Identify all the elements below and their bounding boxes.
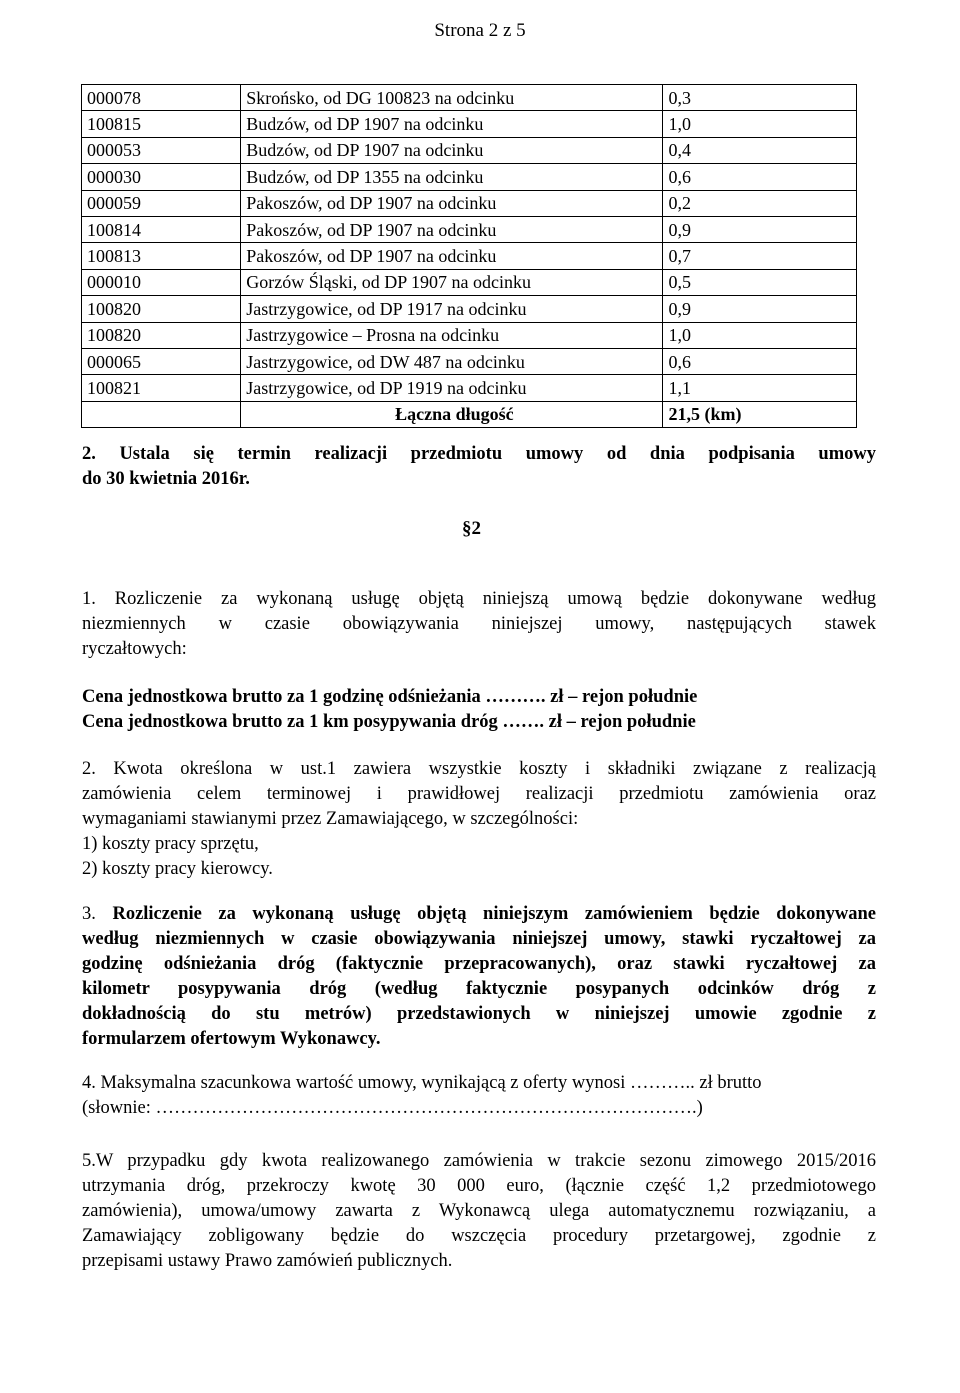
paragraph-line: 1. Rozliczenie za wykonaną usługę objętą niniejszą umową będzie dokonywane według (82, 589, 876, 609)
road-description-cell: Jastrzygowice, od DP 1919 na odcinku (241, 375, 663, 401)
road-length-cell: 0,2 (663, 190, 857, 216)
road-description-cell: Jastrzygowice – Prosna na odcinku (241, 322, 663, 348)
section-title: §2 (462, 518, 481, 539)
paragraph-line: dokładnością do stu metrów) przedstawionych w niniejszej umowie zgodnie z (82, 1004, 876, 1024)
paragraph-line: (słownie: …………………………………………………………………………….) (82, 1098, 703, 1118)
road-length-cell: 0,5 (663, 269, 857, 295)
paragraph-line: 5.W przypadku gdy kwota realizowanego zamówienia w trakcie sezonu zimowego 2015/2016 (82, 1151, 876, 1171)
rate-line: Cena jednostkowa brutto za 1 km posypywania dróg ……. zł – rejon południe (82, 712, 696, 732)
paragraph-line: kilometr posypywania dróg (według faktycznie posypanych odcinków dróg z (82, 979, 876, 999)
table-row (82, 348, 857, 374)
road-length-cell: 0,9 (663, 216, 857, 242)
paragraph-1 (82, 587, 876, 662)
road-description-cell: Pakoszów, od DP 1907 na odcinku (241, 243, 663, 269)
road-description-cell: Budzów, od DP 1355 na odcinku (241, 164, 663, 190)
term-paragraph (82, 442, 876, 492)
total-length-value: 21,5 (km) (663, 401, 857, 427)
paragraph-line: formularzem ofertowym Wykonawcy. (82, 1029, 381, 1049)
road-id-cell: 100820 (82, 296, 241, 322)
paragraph-line: 2) koszty pracy kierowcy. (82, 859, 273, 879)
road-description-cell: Gorzów Śląski, od DP 1907 na odcinku (241, 269, 663, 295)
paragraph-line: przepisami ustawy Prawo zamówień publicznych. (82, 1251, 453, 1271)
road-description-cell: Budzów, od DP 1907 na odcinku (241, 137, 663, 163)
road-length-cell: 0,4 (663, 137, 857, 163)
paragraph-line (82, 902, 876, 927)
table-row (82, 322, 857, 348)
paragraph-text: Rozliczenie za wykonaną usługę objętą niniejszym zamówieniem będzie dokonywane (112, 904, 877, 924)
road-id-cell: 100821 (82, 375, 241, 401)
road-id-cell: 000065 (82, 348, 241, 374)
road-length-cell: 0,6 (663, 164, 857, 190)
road-id-cell: 100814 (82, 216, 241, 242)
road-id-cell: 100815 (82, 111, 241, 137)
table-row (82, 85, 857, 111)
road-id-cell: 000053 (82, 137, 241, 163)
road-description-cell: Pakoszów, od DP 1907 na odcinku (241, 190, 663, 216)
paragraph-5 (82, 1149, 876, 1274)
rates-block (82, 685, 876, 735)
road-description-cell: Jastrzygowice, od DP 1917 na odcinku (241, 296, 663, 322)
table-row (82, 137, 857, 163)
rate-line: Cena jednostkowa brutto za 1 godzinę odśnieżania ………. zł – rejon południe (82, 687, 698, 707)
paragraph-line: według niezmiennych w czasie obowiązywania niniejszej umowy, stawki ryczałtowej za (82, 929, 876, 949)
total-length-label: Łączna długość (241, 401, 663, 427)
paragraph-line: utrzymania dróg, przekroczy kwotę 30 000 euro, (łącznie część 1,2 przedmiotowego (82, 1176, 876, 1196)
term-line: do 30 kwietnia 2016r. (82, 469, 250, 489)
table-total-row (82, 401, 857, 427)
road-description-cell: Skrońsko, od DG 100823 na odcinku (241, 85, 663, 111)
paragraph-line: wymaganiami stawianymi przez Zamawiającego, w szczególności: (82, 809, 579, 829)
road-length-cell: 1,0 (663, 322, 857, 348)
term-line: 2. Ustala się termin realizacji przedmiotu umowy od dnia podpisania umowy (82, 444, 876, 464)
table-row (82, 164, 857, 190)
road-description-cell: Budzów, od DP 1907 na odcinku (241, 111, 663, 137)
paragraph-line: niezmiennych w czasie obowiązywania niniejszej umowy, następujących stawek (82, 614, 876, 634)
table-cell-empty (82, 401, 241, 427)
page-number-header: Strona 2 z 5 (434, 20, 526, 41)
road-id-cell: 100813 (82, 243, 241, 269)
paragraph-line: Zamawiający zobligowany będzie do wszczęcia procedury przetargowej, zgodnie z (82, 1226, 876, 1246)
table-row (82, 269, 857, 295)
road-description-cell: Jastrzygowice, od DW 487 na odcinku (241, 348, 663, 374)
table-row (82, 111, 857, 137)
road-description-cell: Pakoszów, od DP 1907 na odcinku (241, 216, 663, 242)
road-id-cell: 000010 (82, 269, 241, 295)
table-row (82, 243, 857, 269)
paragraph-2 (82, 757, 876, 882)
road-id-cell: 100820 (82, 322, 241, 348)
table-row (82, 296, 857, 322)
paragraph-3 (82, 902, 876, 1052)
road-length-cell: 1,0 (663, 111, 857, 137)
road-length-cell: 0,7 (663, 243, 857, 269)
paragraph-line: zamówienia celem terminowej i prawidłowej realizacji przedmiotu zamówienia oraz (82, 784, 876, 804)
road-length-cell: 0,6 (663, 348, 857, 374)
paragraph-number: 3. (82, 904, 113, 924)
road-id-cell: 000078 (82, 85, 241, 111)
table-row (82, 216, 857, 242)
paragraph-line: godzinę odśnieżania dróg (faktycznie przepracowanych), oraz stawki ryczałtowej za (82, 954, 876, 974)
road-id-cell: 000030 (82, 164, 241, 190)
table-row (82, 190, 857, 216)
paragraph-line: 2. Kwota określona w ust.1 zawiera wszystkie koszty i składniki związane z realizacją (82, 759, 876, 779)
paragraph-line: ryczałtowych: (82, 639, 187, 659)
road-length-cell: 0,9 (663, 296, 857, 322)
paragraph-line: zamówienia), umowa/umowy zawarta z Wykonawcą ulega automatycznemu rozwiązaniu, a (82, 1201, 876, 1221)
paragraph-line: 1) koszty pracy sprzętu, (82, 834, 259, 854)
road-id-cell: 000059 (82, 190, 241, 216)
paragraph-4 (82, 1071, 876, 1121)
road-length-cell: 1,1 (663, 375, 857, 401)
road-sections-table (81, 84, 857, 428)
table-row (82, 375, 857, 401)
road-length-cell: 0,3 (663, 85, 857, 111)
paragraph-line: 4. Maksymalna szacunkowa wartość umowy, wynikającą z oferty wynosi ……….. zł brutto (82, 1073, 762, 1093)
